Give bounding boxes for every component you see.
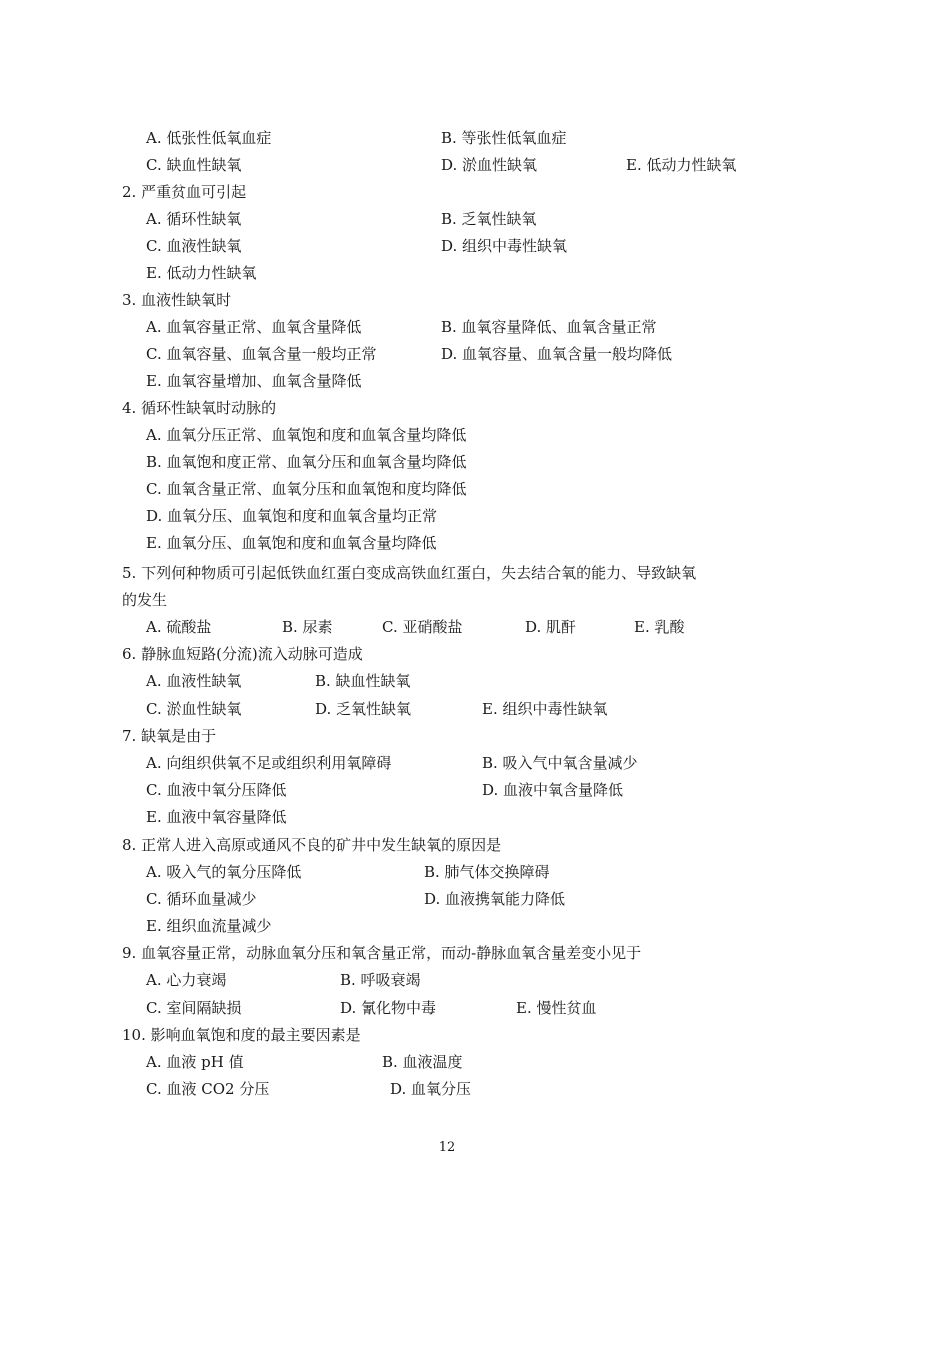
q5-option-c: C. 亚硝酸盐 [382,618,463,636]
q5-option-a: A. 硫酸盐 [146,618,212,636]
q8-option-c: C. 循环血量减少 [146,890,257,908]
q8-option-b: B. 肺气体交换障碍 [424,863,550,881]
page-number: 12 [438,1140,456,1155]
q5-stem-line-2: 的发生 [122,591,168,609]
q9-option-b: B. 呼吸衰竭 [340,971,421,989]
q9-option-e: E. 慢性贫血 [516,999,597,1017]
q2-option-e: E. 低动力性缺氧 [146,264,257,282]
q3-option-d: D. 血氧容量、血氧含量一般均降低 [441,345,673,363]
q5-option-b: B. 尿素 [282,618,333,636]
q6-option-e: E. 组织中毒性缺氧 [482,700,608,718]
q10-stem: 10. 影响血氧饱和度的最主要因素是 [122,1026,361,1044]
q4-option-a: A. 血氧分压正常、血氧饱和度和血氧含量均降低 [146,426,467,444]
q1-option-d: D. 淤血性缺氧 [441,156,538,174]
q10-option-c: C. 血液 CO2 分压 [146,1080,270,1098]
q10-option-d: D. 血氧分压 [390,1080,472,1098]
q7-option-c: C. 血液中氧分压降低 [146,781,287,799]
q4-option-d: D. 血氧分压、血氧饱和度和血氧含量均正常 [146,507,438,525]
q8-stem: 8. 正常人进入高原或通风不良的矿井中发生缺氧的原因是 [122,836,502,854]
q9-option-a: A. 心力衰竭 [146,971,227,989]
q1-option-c: C. 缺血性缺氧 [146,156,242,174]
q3-option-b: B. 血氧容量降低、血氧含量正常 [441,318,657,336]
q3-stem: 3. 血液性缺氧时 [122,291,232,309]
q6-stem: 6. 静脉血短路(分流)流入动脉可造成 [122,645,363,663]
q6-option-b: B. 缺血性缺氧 [315,672,411,690]
q1-option-e: E. 低动力性缺氧 [626,156,737,174]
q7-option-b: B. 吸入气中氧含量减少 [482,754,638,772]
q2-option-a: A. 循环性缺氧 [146,210,242,228]
q9-option-c: C. 室间隔缺损 [146,999,242,1017]
q4-option-c: C. 血氧含量正常、血氧分压和血氧饱和度均降低 [146,480,467,498]
q4-option-e: E. 血氧分压、血氧饱和度和血氧含量均降低 [146,534,437,552]
q5-option-e: E. 乳酸 [634,618,685,636]
q10-option-a: A. 血液 pH 值 [146,1053,244,1071]
q9-stem: 9. 血氧容量正常，动脉血氧分压和氧含量正常，而动-静脉血氧含量差变小见于 [122,944,642,962]
q8-option-d: D. 血液携氧能力降低 [424,890,566,908]
q8-option-a: A. 吸入气的氧分压降低 [146,863,302,881]
q1-option-b: B. 等张性低氧血症 [441,129,567,147]
q8-option-e: E. 组织血流量减少 [146,917,272,935]
q2-option-c: C. 血液性缺氧 [146,237,242,255]
q7-option-e: E. 血液中氧容量降低 [146,808,287,826]
q7-stem: 7. 缺氧是由于 [122,727,217,745]
q5-stem-line-1: 5. 下列何种物质可引起低铁血红蛋白变成高铁血红蛋白，失去结合氧的能力、导致缺氧 [122,564,697,582]
q6-option-a: A. 血液性缺氧 [146,672,242,690]
q2-option-b: B. 乏氧性缺氧 [441,210,537,228]
q6-option-c: C. 淤血性缺氧 [146,700,242,718]
q7-option-d: D. 血液中氧含量降低 [482,781,624,799]
q3-option-e: E. 血氧容量增加、血氧含量降低 [146,372,362,390]
q2-option-d: D. 组织中毒性缺氧 [441,237,568,255]
q4-option-b: B. 血氧饱和度正常、血氧分压和血氧含量均降低 [146,453,467,471]
q1-option-a: A. 低张性低氧血症 [146,129,272,147]
q10-option-b: B. 血液温度 [382,1053,463,1071]
q5-option-d: D. 肌酐 [525,618,577,636]
q3-option-c: C. 血氧容量、血氧含量一般均正常 [146,345,377,363]
q3-option-a: A. 血氧容量正常、血氧含量降低 [146,318,362,336]
q4-stem: 4. 循环性缺氧时动脉的 [122,399,277,417]
q7-option-a: A. 向组织供氧不足或组织利用氧障碍 [146,754,392,772]
q9-option-d: D. 氰化物中毒 [340,999,437,1017]
q2-stem: 2. 严重贫血可引起 [122,183,247,201]
q6-option-d: D. 乏氧性缺氧 [315,700,412,718]
